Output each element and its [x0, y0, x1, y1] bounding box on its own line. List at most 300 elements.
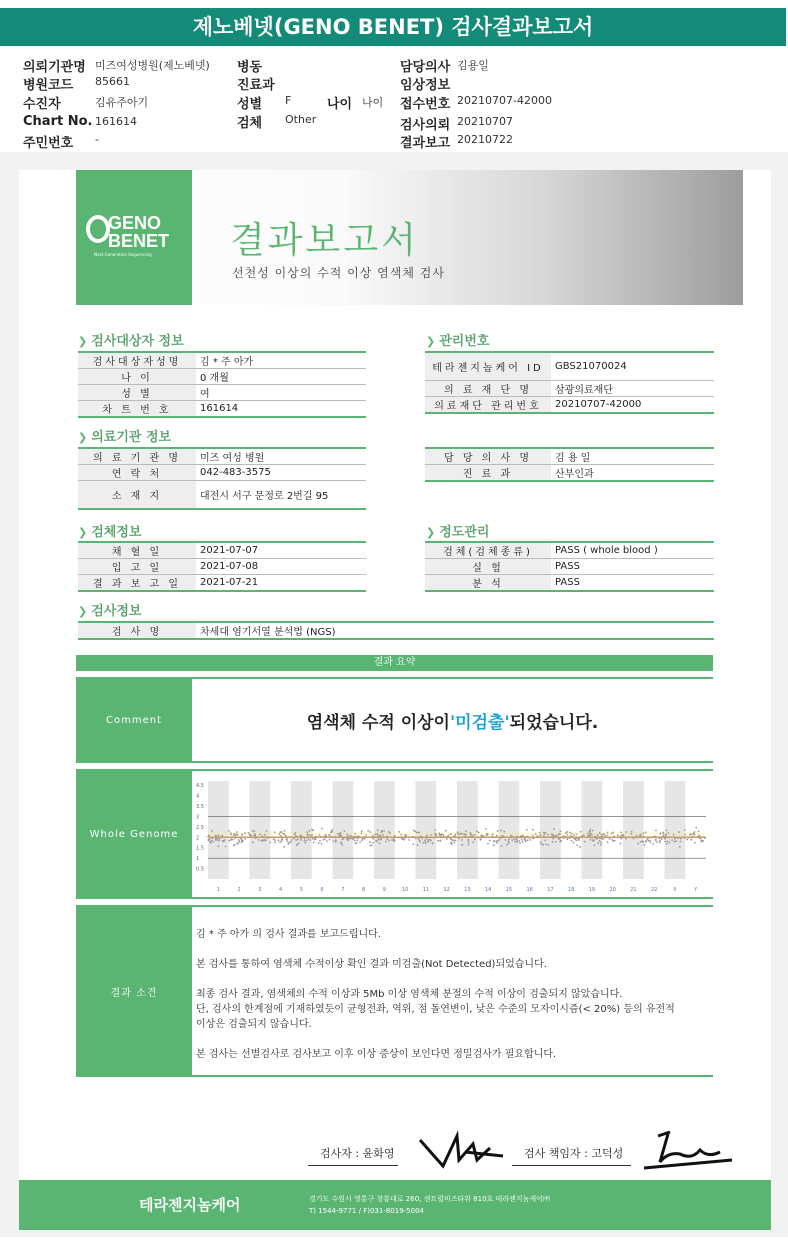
data-point	[508, 839, 510, 841]
data-point	[451, 843, 453, 845]
data-point	[511, 839, 513, 841]
data-point	[439, 840, 441, 842]
summary-bar: 결과 요약	[76, 655, 713, 671]
data-point	[527, 839, 529, 841]
x-tick-label: X	[673, 887, 677, 893]
header-label: 결과보고	[400, 136, 451, 151]
data-point	[304, 842, 306, 844]
data-point	[274, 839, 276, 841]
x-tick-label: 5	[299, 887, 303, 893]
data-point	[362, 838, 364, 840]
data-point	[552, 834, 554, 836]
data-point	[470, 834, 472, 836]
data-point	[413, 829, 415, 831]
data-point	[279, 841, 281, 843]
header-label: 검사의뢰	[400, 118, 451, 133]
data-point	[532, 829, 534, 831]
data-point	[625, 831, 627, 833]
data-point	[643, 844, 645, 846]
data-point	[465, 830, 467, 832]
data-point	[324, 838, 326, 840]
genome-block	[76, 769, 713, 899]
data-point	[480, 834, 482, 836]
header-value: 161614	[95, 115, 137, 128]
data-point	[492, 833, 494, 835]
data-point	[519, 842, 521, 844]
data-point	[472, 841, 474, 843]
data-point	[513, 838, 515, 840]
data-point	[252, 830, 254, 832]
data-point	[417, 838, 419, 840]
data-point	[532, 834, 534, 836]
logo-sub: Next Generation Sequencing	[94, 252, 152, 257]
data-point	[504, 839, 506, 841]
header-label: 접수번호	[400, 97, 451, 112]
chromosome-band	[250, 781, 271, 879]
data-point	[440, 835, 442, 837]
data-point	[597, 842, 599, 844]
field-label: 진 료 과	[425, 465, 551, 482]
tester-signature-line	[308, 1145, 398, 1166]
x-tick-label: 8	[362, 887, 366, 893]
data-point	[587, 832, 589, 834]
specimen-table	[78, 541, 366, 592]
data-point	[543, 834, 545, 836]
table-row	[425, 352, 714, 380]
data-point	[235, 835, 237, 837]
data-point	[525, 840, 527, 842]
data-point	[278, 833, 280, 835]
data-point	[217, 835, 219, 837]
header-value: 20210722	[457, 133, 513, 146]
table-row	[78, 369, 366, 385]
header-label: 검체	[237, 116, 263, 131]
data-point	[237, 834, 239, 836]
x-tick-label: 16	[526, 887, 533, 893]
data-point	[318, 842, 320, 844]
data-point	[446, 838, 448, 840]
data-point	[637, 843, 639, 845]
field-value: 2021-07-07	[196, 542, 366, 559]
chromosome-band	[457, 781, 478, 879]
whole-genome-chart	[194, 773, 711, 897]
data-point	[369, 831, 371, 833]
director-signature-line	[512, 1145, 631, 1166]
data-point	[656, 841, 658, 843]
data-point	[496, 842, 498, 844]
geno-benet-logo	[76, 170, 192, 305]
data-point	[542, 844, 544, 846]
data-point	[590, 833, 592, 835]
data-point	[350, 835, 352, 837]
data-point	[631, 831, 633, 833]
field-label: 테라젠지놈케어 ID	[425, 352, 551, 380]
genome-label: Whole Genome	[76, 771, 192, 897]
data-point	[309, 830, 311, 832]
director-label: 검사 책임자 : 고덕성	[524, 1147, 624, 1160]
data-point	[290, 839, 292, 841]
x-tick-label: 11	[422, 887, 430, 893]
data-point	[673, 834, 675, 836]
section-specimen: ❯ 검체정보	[78, 525, 142, 540]
x-tick-label: 18	[567, 887, 575, 893]
banner-subtitle: 선천성 이상의 수적 이상 염색체 검사	[232, 266, 445, 280]
data-point	[429, 839, 431, 841]
data-point	[378, 839, 380, 841]
x-tick-label: 17	[547, 887, 554, 893]
table-row	[78, 352, 366, 369]
comment-block	[76, 677, 713, 763]
data-point	[224, 839, 226, 841]
data-point	[435, 835, 437, 837]
x-tick-label: 1	[216, 887, 220, 893]
data-point	[236, 842, 238, 844]
y-tick-label: 4	[196, 793, 200, 800]
data-point	[655, 830, 657, 832]
data-point	[329, 839, 331, 841]
data-point	[468, 839, 470, 841]
table-row	[78, 465, 366, 481]
data-point	[278, 839, 280, 841]
data-point	[695, 827, 697, 829]
data-point	[450, 833, 452, 835]
data-point	[394, 835, 396, 837]
data-point	[274, 831, 276, 833]
data-point	[424, 840, 426, 842]
data-point	[405, 835, 407, 837]
x-tick-label: 12	[443, 887, 450, 893]
data-point	[462, 844, 464, 846]
data-point	[230, 839, 232, 841]
data-point	[241, 841, 243, 843]
table-row	[78, 622, 714, 639]
x-tick-label: 2	[237, 887, 241, 893]
data-point	[295, 839, 297, 841]
data-point	[500, 830, 502, 832]
table-row	[425, 542, 714, 559]
data-point	[340, 835, 342, 837]
data-point	[309, 839, 311, 841]
data-point	[283, 846, 285, 848]
x-tick-label: 3	[258, 887, 262, 893]
footer-logo: 테라젠지놈케어	[139, 1196, 241, 1214]
data-point	[219, 838, 221, 840]
data-point	[341, 838, 343, 840]
data-point	[244, 832, 246, 834]
data-point	[329, 834, 331, 836]
data-point	[609, 838, 611, 840]
data-point	[323, 839, 325, 841]
data-point	[230, 832, 232, 834]
data-point	[261, 840, 263, 842]
data-point	[566, 838, 568, 840]
data-point	[597, 834, 599, 836]
data-point	[426, 835, 428, 837]
table-row	[78, 385, 366, 401]
field-value: 161614	[196, 401, 366, 418]
data-point	[565, 832, 567, 834]
data-point	[594, 844, 596, 846]
data-point	[274, 842, 276, 844]
data-point	[659, 840, 661, 842]
data-point	[508, 842, 510, 844]
data-point	[371, 845, 373, 847]
data-point	[655, 838, 657, 840]
data-point	[265, 830, 267, 832]
table-row	[78, 542, 366, 559]
field-label: 입 고 일	[78, 559, 196, 575]
data-point	[679, 841, 681, 843]
y-tick-label: 0.5	[196, 866, 204, 873]
data-point	[589, 839, 591, 841]
data-point	[369, 845, 371, 847]
table-row	[78, 401, 366, 418]
data-point	[212, 841, 214, 843]
data-point	[462, 833, 464, 835]
data-point	[474, 839, 476, 841]
data-point	[382, 834, 384, 836]
data-point	[671, 839, 673, 841]
data-point	[552, 841, 554, 843]
field-value: 대전시 서구 문정로 2번길 95	[196, 481, 366, 509]
data-point	[398, 831, 400, 833]
header-value: 김용일	[457, 59, 489, 72]
y-tick-label: 1.5	[196, 845, 204, 852]
data-point	[380, 839, 382, 841]
data-point	[239, 841, 241, 843]
data-point	[652, 843, 654, 845]
data-point	[341, 844, 343, 846]
data-point	[607, 832, 609, 834]
data-point	[496, 835, 498, 837]
data-point	[425, 838, 427, 840]
data-point	[306, 840, 308, 842]
data-point	[376, 833, 378, 835]
data-point	[599, 832, 601, 834]
y-tick-label: 2.5	[196, 824, 204, 831]
table-row	[425, 465, 714, 482]
data-point	[552, 838, 554, 840]
data-point	[667, 840, 669, 842]
comment-highlight: '미검출'	[449, 712, 510, 733]
data-point	[465, 834, 467, 836]
data-point	[479, 839, 481, 841]
data-point	[379, 842, 381, 844]
data-point	[437, 840, 439, 842]
data-point	[287, 843, 289, 845]
tester-signature	[415, 1130, 510, 1172]
data-point	[438, 833, 440, 835]
data-point	[522, 841, 524, 843]
y-tick-label: 3.5	[196, 804, 204, 811]
x-tick-label: 10	[401, 887, 409, 893]
data-point	[417, 844, 419, 846]
section-inst: ❯ 의료기관 정보	[78, 430, 172, 445]
data-point	[569, 832, 571, 834]
logo-g-icon	[86, 215, 110, 243]
data-point	[337, 833, 339, 835]
data-point	[659, 833, 661, 835]
data-point	[666, 843, 668, 845]
data-point	[694, 834, 696, 836]
data-point	[529, 839, 531, 841]
field-label: 성 별	[78, 385, 196, 401]
data-point	[684, 834, 686, 836]
data-point	[524, 838, 526, 840]
data-point	[319, 840, 321, 842]
data-point	[489, 840, 491, 842]
data-point	[485, 828, 487, 830]
data-point	[601, 834, 603, 836]
data-point	[252, 841, 254, 843]
data-point	[498, 839, 500, 841]
data-point	[361, 832, 363, 834]
data-point	[497, 840, 499, 842]
data-point	[419, 839, 421, 841]
data-point	[413, 843, 415, 845]
x-tick-label: 20	[609, 887, 616, 893]
header-label: 성별	[237, 97, 263, 112]
table-row	[425, 575, 714, 592]
data-point	[457, 832, 459, 834]
field-value: PASS	[551, 559, 714, 575]
tester-label: 검사자 : 윤화영	[320, 1147, 395, 1160]
data-point	[400, 834, 402, 836]
data-point	[264, 834, 266, 836]
data-point	[559, 833, 561, 835]
data-point	[642, 840, 644, 842]
data-point	[211, 830, 213, 832]
data-point	[460, 833, 462, 835]
data-point	[326, 840, 328, 842]
x-tick-label: 9	[382, 887, 386, 893]
data-point	[573, 834, 575, 836]
x-tick-label: 14	[484, 887, 492, 893]
x-tick-label: 6	[320, 887, 324, 893]
data-point	[248, 832, 250, 834]
data-point	[487, 843, 489, 845]
mgmt-table	[425, 351, 714, 414]
data-point	[233, 834, 235, 836]
data-point	[312, 838, 314, 840]
data-point	[298, 842, 300, 844]
x-tick-label: 15	[505, 887, 513, 893]
x-tick-label: 19	[588, 887, 596, 893]
logo-top: GENO	[108, 213, 162, 233]
data-point	[359, 841, 361, 843]
field-value: 미즈 여성 병원	[196, 448, 366, 465]
data-point	[217, 838, 219, 840]
table-row	[78, 481, 366, 509]
data-point	[560, 830, 562, 832]
data-point	[286, 839, 288, 841]
data-point	[567, 834, 569, 836]
data-point	[645, 831, 647, 833]
field-label: 검체(검체종류)	[425, 542, 551, 559]
data-point	[599, 840, 601, 842]
table-row	[425, 559, 714, 575]
data-point	[620, 843, 622, 845]
data-point	[374, 833, 376, 835]
banner-title: 결과보고서	[230, 220, 419, 261]
data-point	[294, 834, 296, 836]
table-row	[425, 448, 714, 465]
data-point	[232, 839, 234, 841]
data-point	[375, 840, 377, 842]
header-label: 병동	[237, 60, 263, 75]
inst-table	[78, 447, 366, 510]
data-point	[621, 838, 623, 840]
data-point	[698, 830, 700, 832]
findings-line: 본 검사는 선별검사로 검사보고 이후 이상 증상이 보인다면 정밀검사가 필요합니다.	[196, 1049, 557, 1060]
field-label: 검사대상자성명	[78, 352, 196, 369]
data-point	[306, 831, 308, 833]
data-point	[393, 838, 395, 840]
data-point	[377, 829, 379, 831]
header-value: 20210707	[457, 115, 513, 128]
table-row	[78, 559, 366, 575]
data-point	[241, 839, 243, 841]
logo-bottom: BENET	[108, 231, 170, 251]
data-point	[297, 839, 299, 841]
header-value: 20210707-42000	[457, 94, 552, 107]
data-point	[589, 831, 591, 833]
field-value: 0 개월	[196, 369, 366, 385]
data-point	[335, 841, 337, 843]
data-point	[576, 844, 578, 846]
data-point	[631, 833, 633, 835]
findings-label: 결과 소견	[76, 907, 192, 1075]
field-label: 나 이	[78, 369, 196, 385]
data-point	[545, 844, 547, 846]
data-point	[208, 839, 210, 841]
header-value: 김유주아기	[95, 96, 149, 109]
data-point	[583, 834, 585, 836]
findings-line	[196, 972, 675, 987]
data-point	[332, 840, 334, 842]
data-point	[501, 835, 503, 837]
data-point	[675, 840, 677, 842]
data-point	[611, 839, 613, 841]
header-label: Chart No.	[23, 114, 93, 129]
field-label: 소 재 지	[78, 481, 196, 509]
data-point	[455, 840, 457, 842]
data-point	[238, 839, 240, 841]
data-point	[649, 842, 651, 844]
chromosome-band	[665, 781, 686, 879]
data-point	[281, 838, 283, 840]
data-point	[383, 830, 385, 832]
data-point	[535, 833, 537, 835]
data-point	[388, 840, 390, 842]
data-point	[556, 835, 558, 837]
data-point	[347, 839, 349, 841]
data-point	[354, 833, 356, 835]
data-point	[236, 831, 238, 833]
data-point	[225, 846, 227, 848]
data-point	[250, 834, 252, 836]
data-point	[662, 832, 664, 834]
data-point	[386, 838, 388, 840]
header-label: 나이	[327, 97, 353, 112]
data-point	[643, 832, 645, 834]
data-point	[647, 840, 649, 842]
data-point	[679, 846, 681, 848]
comment-text: 염색체 수적 이상이 '미검출' 되었습니다.	[192, 679, 713, 761]
chromosome-band	[623, 781, 644, 879]
data-point	[617, 834, 619, 836]
table-row	[78, 575, 366, 592]
